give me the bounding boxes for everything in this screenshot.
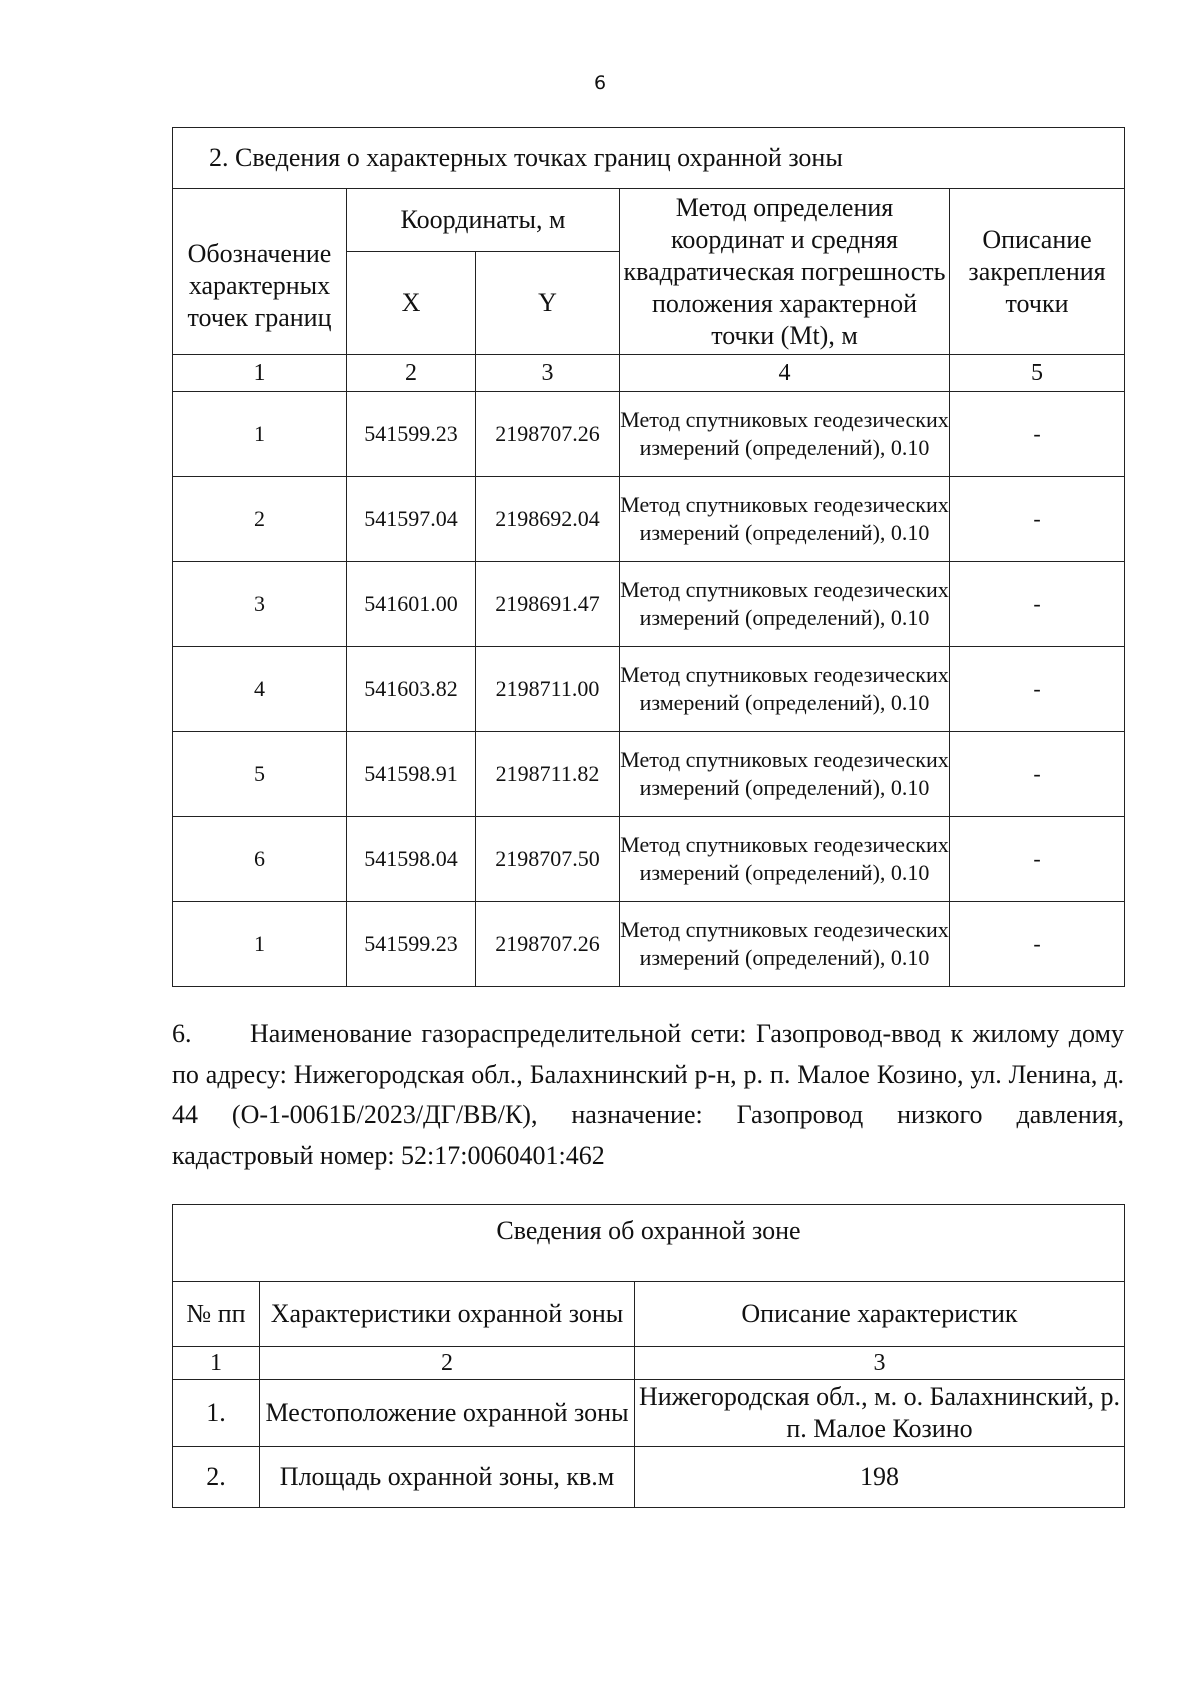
col-number: 3 <box>635 1347 1125 1380</box>
paragraph-text: Наименование газораспределительной сети: Газопровод-ввод к жилому дому по адресу: Нижегородская обл., Балахнинский р-н, р. п. Малое Козино, ул. Ленина, д. 44 (О-1-0061Б/2023/ДГ/ВВ/К), назначение: Газопровод низкого давления, кадастровый номер: 52:17:0060401:462 <box>172 1019 1124 1170</box>
point-y: 2198707.26 <box>476 902 620 987</box>
point-id: 5 <box>173 732 347 817</box>
header-zone-description: Описание характеристик <box>635 1282 1125 1347</box>
point-id: 6 <box>173 817 347 902</box>
header-characteristic: Характеристики охранной зоны <box>260 1282 635 1347</box>
header-x: X <box>347 252 476 355</box>
zone-row-characteristic: Площадь охранной зоны, кв.м <box>260 1447 635 1508</box>
point-desc: - <box>950 647 1125 732</box>
header-coordinates: Координаты, м <box>347 189 620 252</box>
point-y: 2198691.47 <box>476 562 620 647</box>
point-id: 4 <box>173 647 347 732</box>
table-row <box>173 1447 1125 1508</box>
zone-row-characteristic: Местоположение охранной зоны <box>260 1380 635 1447</box>
point-y: 2198711.82 <box>476 732 620 817</box>
point-y: 2198692.04 <box>476 477 620 562</box>
point-method: Метод спутниковых геодезических измерений (определений), 0.10 <box>620 477 950 562</box>
header-y: Y <box>476 252 620 355</box>
point-desc: - <box>950 817 1125 902</box>
header-method: Метод определения координат и средняя квадратическая погрешность положения характерной точки (Mt), м <box>620 189 950 355</box>
point-desc: - <box>950 392 1125 477</box>
table-row <box>173 647 1125 732</box>
network-description-paragraph <box>172 1014 1124 1176</box>
table-row <box>173 817 1125 902</box>
boundary-points-table <box>172 127 1125 987</box>
point-x: 541603.82 <box>347 647 476 732</box>
zone-row-description: Нижегородская обл., м. о. Балахнинский, р. п. Малое Козино <box>635 1380 1125 1447</box>
point-method: Метод спутниковых геодезических измерений (определений), 0.10 <box>620 392 950 477</box>
point-desc: - <box>950 902 1125 987</box>
point-id: 1 <box>173 392 347 477</box>
point-x: 541599.23 <box>347 392 476 477</box>
point-x: 541598.04 <box>347 817 476 902</box>
table-row <box>173 1380 1125 1447</box>
paragraph-number: 6. <box>172 1019 192 1048</box>
col-number: 5 <box>950 355 1125 392</box>
point-id: 2 <box>173 477 347 562</box>
point-x: 541599.23 <box>347 902 476 987</box>
point-method: Метод спутниковых геодезических измерений (определений), 0.10 <box>620 902 950 987</box>
point-y: 2198711.00 <box>476 647 620 732</box>
zone-table-title: Сведения об охранной зоне <box>173 1205 1125 1282</box>
point-method: Метод спутниковых геодезических измерений (определений), 0.10 <box>620 562 950 647</box>
header-num: № пп <box>173 1282 260 1347</box>
point-y: 2198707.26 <box>476 392 620 477</box>
point-id: 3 <box>173 562 347 647</box>
protection-zone-table <box>172 1204 1125 1508</box>
point-method: Метод спутниковых геодезических измерений (определений), 0.10 <box>620 732 950 817</box>
point-x: 541601.00 <box>347 562 476 647</box>
point-desc: - <box>950 477 1125 562</box>
header-designation: Обозначение характерных точек границ <box>173 189 347 355</box>
point-method: Метод спутниковых геодезических измерений (определений), 0.10 <box>620 817 950 902</box>
point-x: 541597.04 <box>347 477 476 562</box>
zone-row-num: 2. <box>173 1447 260 1508</box>
point-desc: - <box>950 562 1125 647</box>
zone-row-num: 1. <box>173 1380 260 1447</box>
col-number: 3 <box>476 355 620 392</box>
col-number: 2 <box>347 355 476 392</box>
col-number: 2 <box>260 1347 635 1380</box>
table-row <box>173 732 1125 817</box>
col-number: 4 <box>620 355 950 392</box>
table-row <box>173 562 1125 647</box>
zone-row-description: 198 <box>635 1447 1125 1508</box>
table-row <box>173 477 1125 562</box>
table-row <box>173 902 1125 987</box>
point-y: 2198707.50 <box>476 817 620 902</box>
points-table-title: 2. Сведения о характерных точках границ охранной зоны <box>173 128 1125 189</box>
header-description: Описание закрепления точки <box>950 189 1125 355</box>
point-x: 541598.91 <box>347 732 476 817</box>
col-number: 1 <box>173 1347 260 1380</box>
col-number: 1 <box>173 355 347 392</box>
page-number: 6 <box>593 72 607 94</box>
point-method: Метод спутниковых геодезических измерений (определений), 0.10 <box>620 647 950 732</box>
point-desc: - <box>950 732 1125 817</box>
table-row <box>173 392 1125 477</box>
point-id: 1 <box>173 902 347 987</box>
